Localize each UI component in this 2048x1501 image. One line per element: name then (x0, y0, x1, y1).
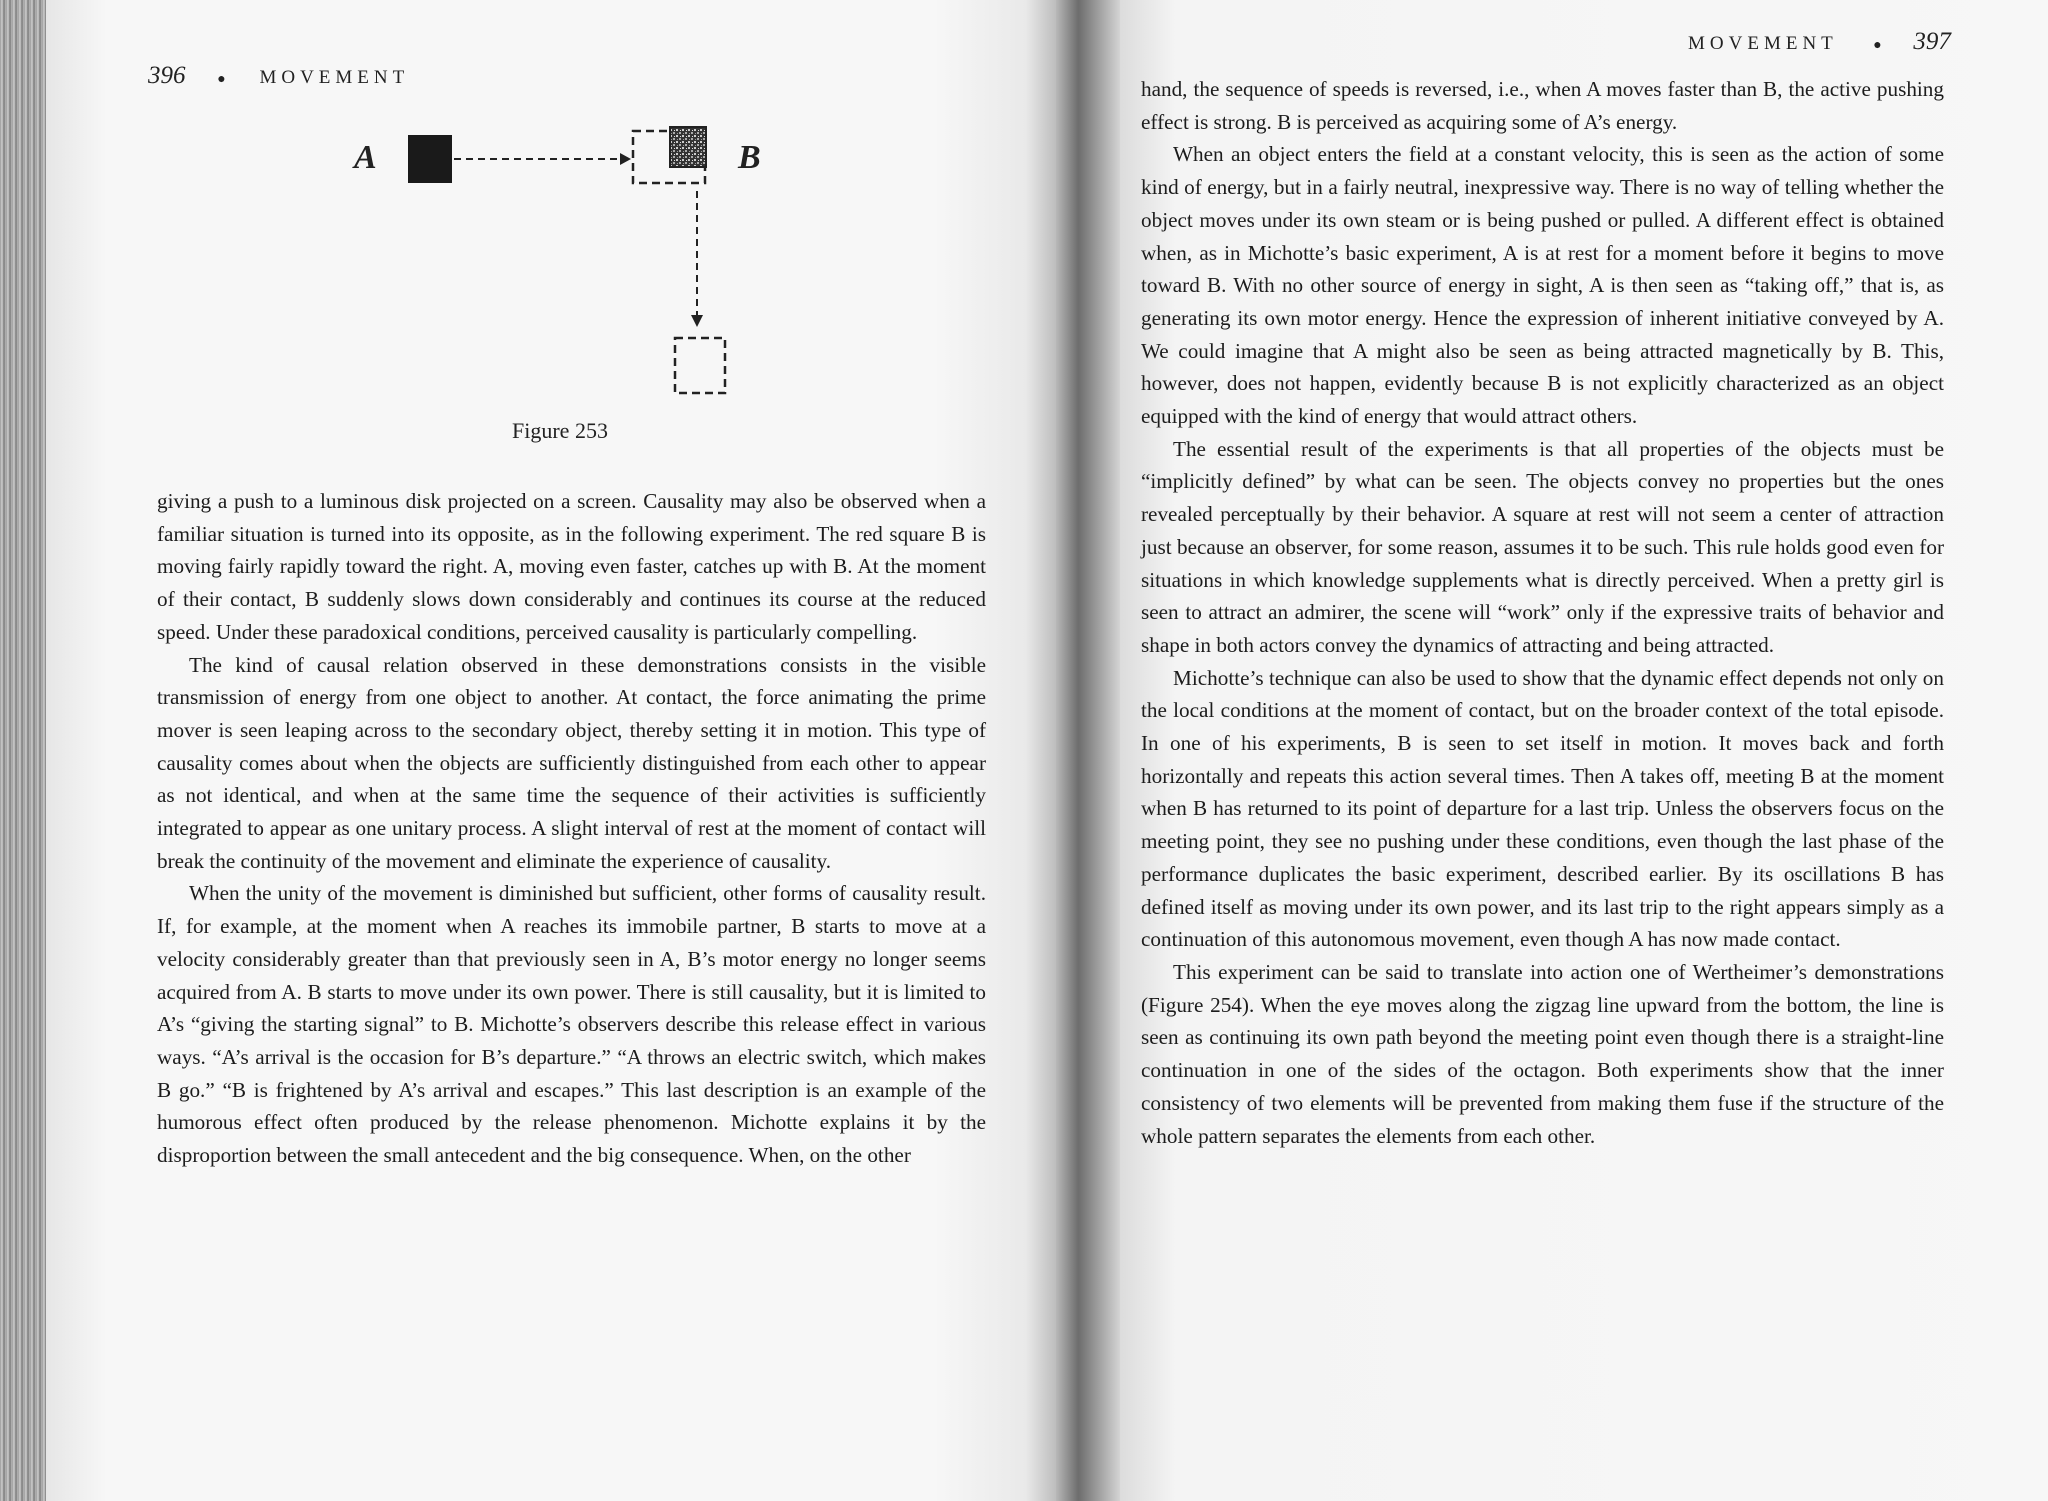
right-paragraph: Michotte’s technique can also be used to show that the dynamic effect depends not only on the local conditions at the moment of contact, but on the broader context of the total episode. In one of his experiments, B is seen to set itself in motion. It moves back and forth horizontally and repeats this action several times. Then A takes off, meeting B at the moment when B has returned to its point of departure for a last trip. Unless the observers focus on the meeting point, they see no pushing under these conditions, even though the last phase of the performance duplicates the basic experiment, described earlier. By its oscillations B has defined itself as moving under its own power, and its last trip to the right appears simply as a continuation of this autonomous movement, even though A has now made contact. (1141, 665, 1944, 952)
right-paragraph: This experiment can be said to translate into action one of Wertheimer’s demonstrations (Figure 254). When the eye moves along the zigzag line upward from the bottom, the line is seen as continuing its own path beyond the meeting point even though there is a straight-line continuation in one of the sides of the octagon. Both experiments show that the inner consistency of two elements will be prevented from making them fuse if the structure of the whole pattern separates the elements from each other. (1141, 959, 1944, 1148)
figure-253 (340, 105, 800, 405)
left-page-body (157, 485, 986, 1172)
right-running-head-title: MOVEMENT (1688, 33, 1838, 54)
left-running-head-title: MOVEMENT (259, 67, 410, 88)
left-paragraph: When the unity of the movement is diminished but sufficient, other forms of causality result. If, for example, at the moment when A reaches its immobile partner, B starts to move at a velocity considerably greater than that previously seen in A, B’s motor energy no longer seems acquired from A. B starts to move under its own power. There is still causality, but it is limited to A’s “giving the starting signal” to B. Michotte’s observers describe this release effect in various ways. “A’s arrival is the occasion for B’s departure.” “A throws an electric switch, which makes B go.” “B is frightened by A’s arrival and escapes.” This last description is an example of the humorous effect often produced by the release phenomenon. Michotte explains it by the disproportion between the small antecedent and the big consequence. When, on the other (157, 881, 986, 1168)
square-b-textured (670, 127, 706, 167)
figure-caption: Figure 253 (512, 418, 608, 443)
right-running-head (1688, 28, 1951, 56)
header-bullet: ● (1873, 38, 1882, 53)
right-paragraph: When an object enters the field at a constant velocity, this is seen as the action of some kind of energy, but in a fairly neutral, inexpressive way. There is no way of telling whether the object moves under its own steam or is being pushed or pulled. A different effect is obtained when, as in Michotte’s basic experiment, A is at rest for a moment before it begins to move toward B. With no other source of energy in sight, A is then seen as “taking off,” that is, as generating its own motor energy. Hence the expression of inherent initiative conveyed by A. We could imagine that A might also be seen as being attracted magnetically by B. This, however, does not happen, evidently because B is not explicitly characterized as an object equipped with the kind of energy that would attract others. (1141, 142, 1944, 429)
right-page-number: 397 (1913, 28, 1951, 55)
left-paragraph: giving a push to a luminous disk projected on a screen. Causality may also be observed when a familiar situation is turned into its opposite, as in the following experiment. The red square B is moving fairly rapidly toward the right. A, moving even faster, catches up with B. At the moment of their contact, B suddenly slows down considerably and continues its course at the reduced speed. Under these paradoxical conditions, perceived causality is particularly compelling. (157, 489, 986, 644)
page-edges (0, 0, 46, 1501)
arrow-head-right (620, 153, 631, 165)
square-a (408, 135, 452, 183)
right-page-body (1141, 73, 1944, 1152)
figure-label-b: B (738, 139, 761, 176)
square-b-destination (675, 338, 725, 393)
figure-label-a: A (354, 139, 377, 176)
right-paragraph: The essential result of the experiments is that all properties of the objects must be “implicitly defined” by what can be seen. The objects convey no properties but the ones revealed perceptually by their behavior. A square at rest will not seem a center of attraction just because an observer, for some reason, assumes it to be such. This rule holds good even for situations in which knowledge supplements what is directly perceived. When a pretty girl is seen to attract an admirer, the scene will “work” only if the expressive traits of behavior and shape in both actors convey the dynamics of attracting and being attracted. (1141, 436, 1944, 657)
book-gutter (1056, 0, 1120, 1501)
header-bullet: ● (217, 72, 226, 87)
arrow-head-down (691, 315, 703, 327)
right-paragraph: hand, the sequence of speeds is reversed, i.e., when A moves faster than B, the active pushing effect is strong. B is perceived as acquiring some of A’s energy. (1141, 77, 1944, 134)
left-page-number: 396 (148, 62, 186, 89)
left-paragraph: The kind of causal relation observed in these demonstrations consists in the visible transmission of energy from one object to another. At contact, the force animating the prime mover is seen leaping across to the secondary object, thereby setting it in motion. This type of causality comes about when the objects are sufficiently distinguished from each other to appear as not identical, and when at the same time the sequence of their activities is sufficiently integrated to appear as one unitary process. A slight interval of rest at the moment of contact will break the continuity of the movement and eliminate the experience of causality. (157, 652, 986, 873)
left-running-head (148, 62, 409, 90)
